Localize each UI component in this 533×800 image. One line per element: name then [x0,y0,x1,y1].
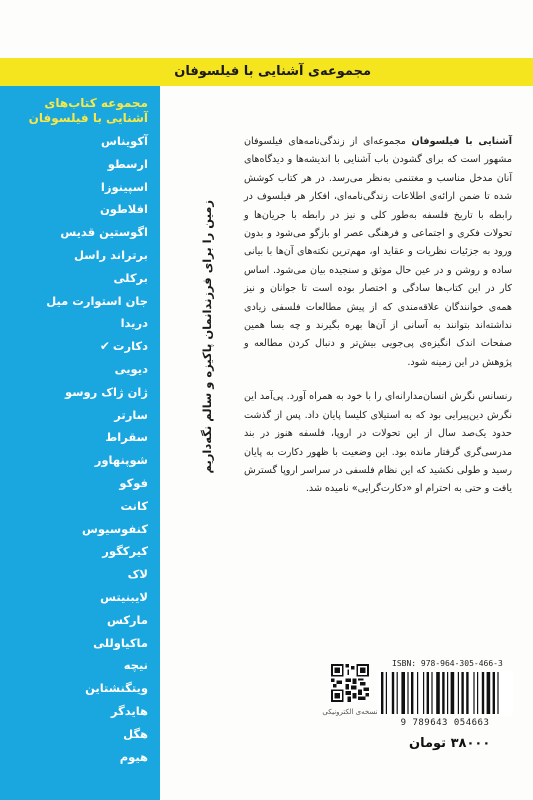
philosopher-name: آکویناس [100,134,148,148]
philosopher-item [0,381,148,404]
philosopher-item [0,518,148,541]
philosopher-name: هیوم [119,749,148,764]
qr-caption: نسخه‌ی الکترونیکی [322,708,378,716]
barcode-bar [381,672,383,714]
philosopher-item [0,312,148,335]
philosopher-name: دیویی [114,361,148,376]
philosopher-name: برتراند راسل [74,247,148,262]
philosopher-item [0,723,148,746]
philosopher-name: سارتر [114,407,148,422]
philosopher-name: لایبنیتس [100,589,148,604]
barcode-bar [458,672,459,714]
philosopher-item [0,426,148,449]
barcode-bar [427,672,429,714]
barcode-bar [477,672,478,714]
blurb-text [244,133,512,515]
philosopher-item [0,221,148,244]
qr-code-icon [331,664,369,702]
barcode-bar [407,672,408,714]
philosopher-name: سقراط [105,430,148,445]
philosopher-name: ماکیاوللی [93,635,148,650]
philosopher-item [0,472,148,495]
barcode-bar [431,672,432,714]
barcode-bar [442,672,444,714]
philosopher-item [0,609,148,632]
philosopher-item [0,176,148,199]
series-sidebar [0,86,160,800]
philosopher-name: ژان ژاک روسو [64,384,148,399]
philosopher-name: فوکو [119,475,148,490]
philosopher-item [0,130,148,153]
philosopher-name: ویتگنشتاین [85,681,148,696]
philosopher-name: دریدا [120,316,148,331]
philosopher-name: افلاطون [99,202,148,217]
price-label: ۳۸۰۰۰ تومان [409,736,491,751]
philosopher-item [0,290,148,313]
series-title-band [0,58,533,86]
philosopher-name: ارسطو [107,156,148,171]
barcode-bar [401,672,405,714]
barcode-bar [423,672,424,714]
barcode-bar [497,672,498,714]
barcode-bar [392,672,394,714]
series-title: مجموعه‌ی آشنایی با فیلسوفان [174,64,371,79]
barcode-bar [451,672,455,714]
philosopher-item [0,746,148,769]
environment-slogan: زمین را برای فرزندانمان پاکیزه و سالم نگه‌داریم [200,200,214,474]
philosopher-item [0,677,148,700]
sidebar-title-line1: مجموعه کتاب‌های [44,96,148,110]
philosopher-name: مارکس [106,612,148,627]
isbn-text: ISBN: 978-964-305-466-3 [392,659,503,668]
philosopher-item [0,267,148,290]
philosopher-item [0,244,148,267]
sidebar-title-line2: آشنایی با فیلسوفان [28,111,148,125]
philosopher-item [0,586,148,609]
sidebar-title [0,96,148,126]
barcode-bar [411,672,413,714]
barcode-bar [487,672,491,714]
philosopher-item [0,153,148,176]
barcode-bar [493,672,495,714]
barcode-bar [386,672,387,714]
philosopher-item [0,540,148,563]
barcode-icon [377,670,513,716]
philosopher-item [0,404,148,427]
philosopher-name: هایدگر [110,703,148,718]
barcode-bar [482,672,484,714]
barcode-bar [466,672,468,714]
philosopher-name: جان استوارت میل [46,293,148,308]
philosopher-name: نیچه [123,658,148,673]
barcode-bar [461,672,463,714]
series-name: آشنایی با فیلسوفان [411,136,512,147]
philosopher-name: اسپینوزا [100,179,148,194]
philosopher-name: هگل [123,726,148,741]
philosopher-item [0,335,148,358]
blurb-paragraph-1 [244,133,512,372]
philosopher-name: کنفوسیوس [82,521,148,536]
philosopher-name: کیرکگور [102,544,148,559]
barcode-bar [436,672,440,714]
barcode-bar [447,672,448,714]
philosopher-name: اگوستین قدیس [60,225,148,240]
philosopher-item [0,495,148,518]
barcode-bar [473,672,474,714]
philosopher-list [0,130,148,768]
barcode-number: 9 789643 054663 [400,718,490,728]
philosopher-item [0,632,148,655]
barcode-bar [397,672,398,714]
philosopher-item [0,449,148,472]
philosopher-item [0,654,148,677]
philosopher-name: شوپنهاور [94,453,148,468]
philosopher-name: دکارت [112,339,148,354]
barcode-bar [417,672,418,714]
paragraph-1-text: مجموعه‌ای از زندگی‌نامه‌های فیلسوفان مشهور است که برای گشودن باب آشنایی با اندیشه‌ها و دیدگاه‌های آنان مدخل مناسب و مغتنمی به‌نظر می‌رسد. در هر کتاب کوشش شده تا ضمن ارائه‌ی اطلاعات زندگی‌نامه‌ای، افکار هر فیلسوف در رابطه با تاریخ فلسفه به‌طور کلی و نیز در رابطه با جریان‌ها و تحولات فکری و اجتماعی و فرهنگی عصر او بازگو می‌شود و بدون ورود به جزئیات نظریات و عقاید او، مهم‌ترین نکته‌های آن‌ها با بیانی ساده و روشن و در عین حال موثق و سنجیده بیان می‌شود. اساس کار در این کتاب‌ها سادگی و اختصار بوده است تا جوانان و نیز همه‌ی خوانندگان علاقه‌مندی که از پیش مطالعات فلسفی زیادی نداشته‌اند بتوانند به آسانی از آن‌ها بهره بگیرند و چه بسا همین صفحات اندک انگیزه‌ی پی‌جویی بیش‌تر و دنبال کردن مطالعه و پژوهش در این زمینه شود. [244,136,512,368]
philosopher-item [0,563,148,586]
philosopher-item [0,700,148,723]
philosopher-name: برکلی [113,270,148,285]
philosopher-name: کانت [120,498,148,513]
philosopher-name: لاک [127,567,148,582]
philosopher-item [0,198,148,221]
blurb-paragraph-2: رنسانس نگرش انسان‌مدارانه‌ای را با خود به همراه آورد. پی‌آمد این نگرش دین‌پیرایی بود که به استیلای کلیسا پایان داد. پس از گذشت حدود یک‌صد سال از این تحولات در اروپا، فلسفه هنوز در بند مدرسی‌گری گرفتار مانده بود. این وضعیت با ظهور دکارت به پایان رسید و طولی نکشید که این نظام فلسفی در سراسر اروپا گسترش یافت و حتی به احترام او «دکارت‌گرایی» نامیده شد. [244,391,512,495]
philosopher-item [0,358,148,381]
checkmark-icon: ✔ [99,339,110,354]
